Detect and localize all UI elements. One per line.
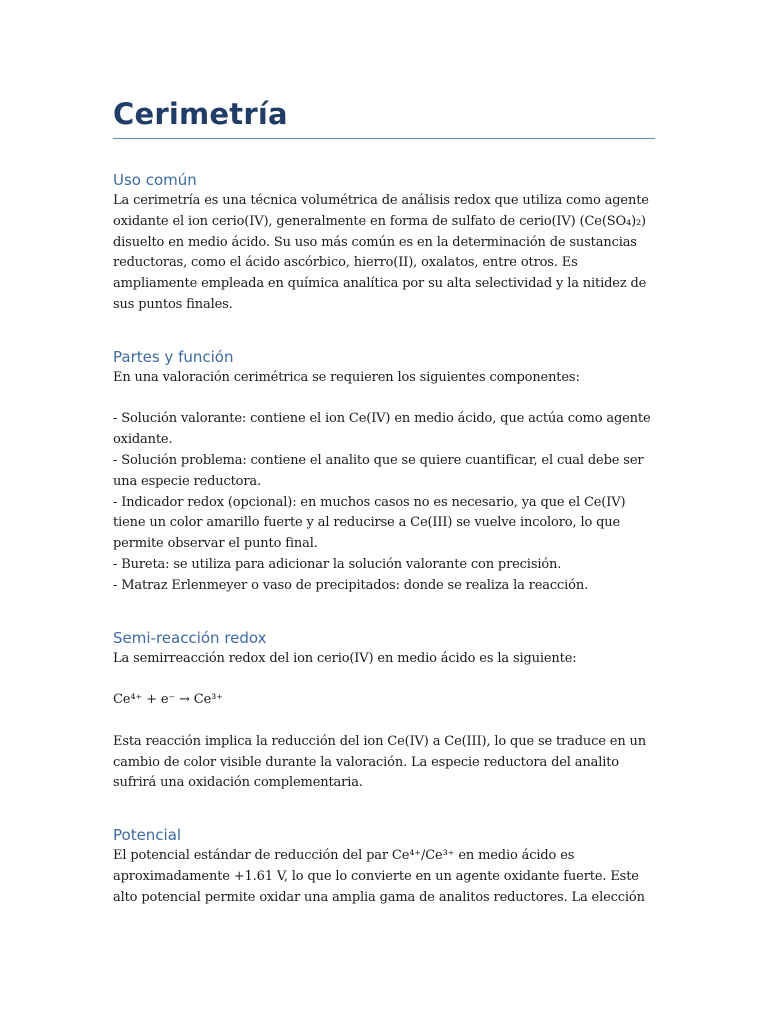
paragraph: La semirreacción redox del ion cerio(IV) en medio ácido es la siguiente: [113, 650, 577, 666]
list-item: - Bureta: se utiliza para adicionar la solución valorante con precisión. [113, 556, 562, 572]
list-item: - Indicador redox (opcional): en muchos casos no es necesario, ya que el Ce(IV) tiene un color amarillo fuerte y al reducirse a Ce(III) se vuelve incoloro, lo que permite observar el punto final. [113, 494, 626, 552]
section-semi-reaccion [113, 627, 655, 795]
blank-line [113, 711, 655, 732]
equation: Ce⁴⁺ + e⁻ → Ce³⁺ [113, 692, 223, 708]
section-heading: Potencial [113, 826, 182, 845]
blank-line [113, 389, 655, 410]
section-heading: Partes y función [113, 347, 234, 366]
section-potencial [113, 824, 655, 908]
paragraph: En una valoración cerimétrica se requieren los siguientes componentes: [113, 369, 580, 385]
section-heading: Semi-reacción redox [113, 628, 267, 647]
list-item: - Matraz Erlenmeyer o vaso de precipitados: donde se realiza la reacción. [113, 577, 589, 593]
blank-line [113, 669, 655, 690]
section-heading: Uso común [113, 171, 197, 189]
section-partes-funcion [113, 346, 655, 597]
section-uso-comun [113, 169, 655, 316]
list-item: - Solución valorante: contiene el ion Ce(IV) en medio ácido, que actúa como agente oxidante. [113, 411, 651, 448]
list-item: - Solución problema: contiene el analito que se quiere cuantificar, el cual debe ser una especie reductora. [113, 452, 644, 489]
paragraph: La cerimetría es una técnica volumétrica de análisis redox que utiliza como agente oxidante el ion cerio(IV), generalmente en forma de sulfato de cerio(IV) (Ce(SO₄)₂) disuelto en medio ácido. Su uso más común es en la determinación de sustancias reductoras, como el ácido ascórbico, hierro(II), oxalatos, entre otros. Es ampliamente empleada en química analítica por su alta selectividad y la nitidez de sus puntos finales. [113, 193, 649, 312]
document-title: Cerimetría [113, 92, 655, 139]
document-page [113, 92, 655, 909]
paragraph: El potencial estándar de reducción del par Ce⁴⁺/Ce³⁺ en medio ácido es aproximadamente +1.61 V, lo que lo convierte en un agente oxidante fuerte. Este alto potencial permite oxidar una amplia gama de analitos reductores. La elección [113, 848, 645, 905]
paragraph: Esta reacción implica la reducción del ion Ce(IV) a Ce(III), lo que se traduce en un cambio de color visible durante la valoración. La especie reductora del analito sufrirá una oxidación complementaria. [113, 733, 646, 791]
